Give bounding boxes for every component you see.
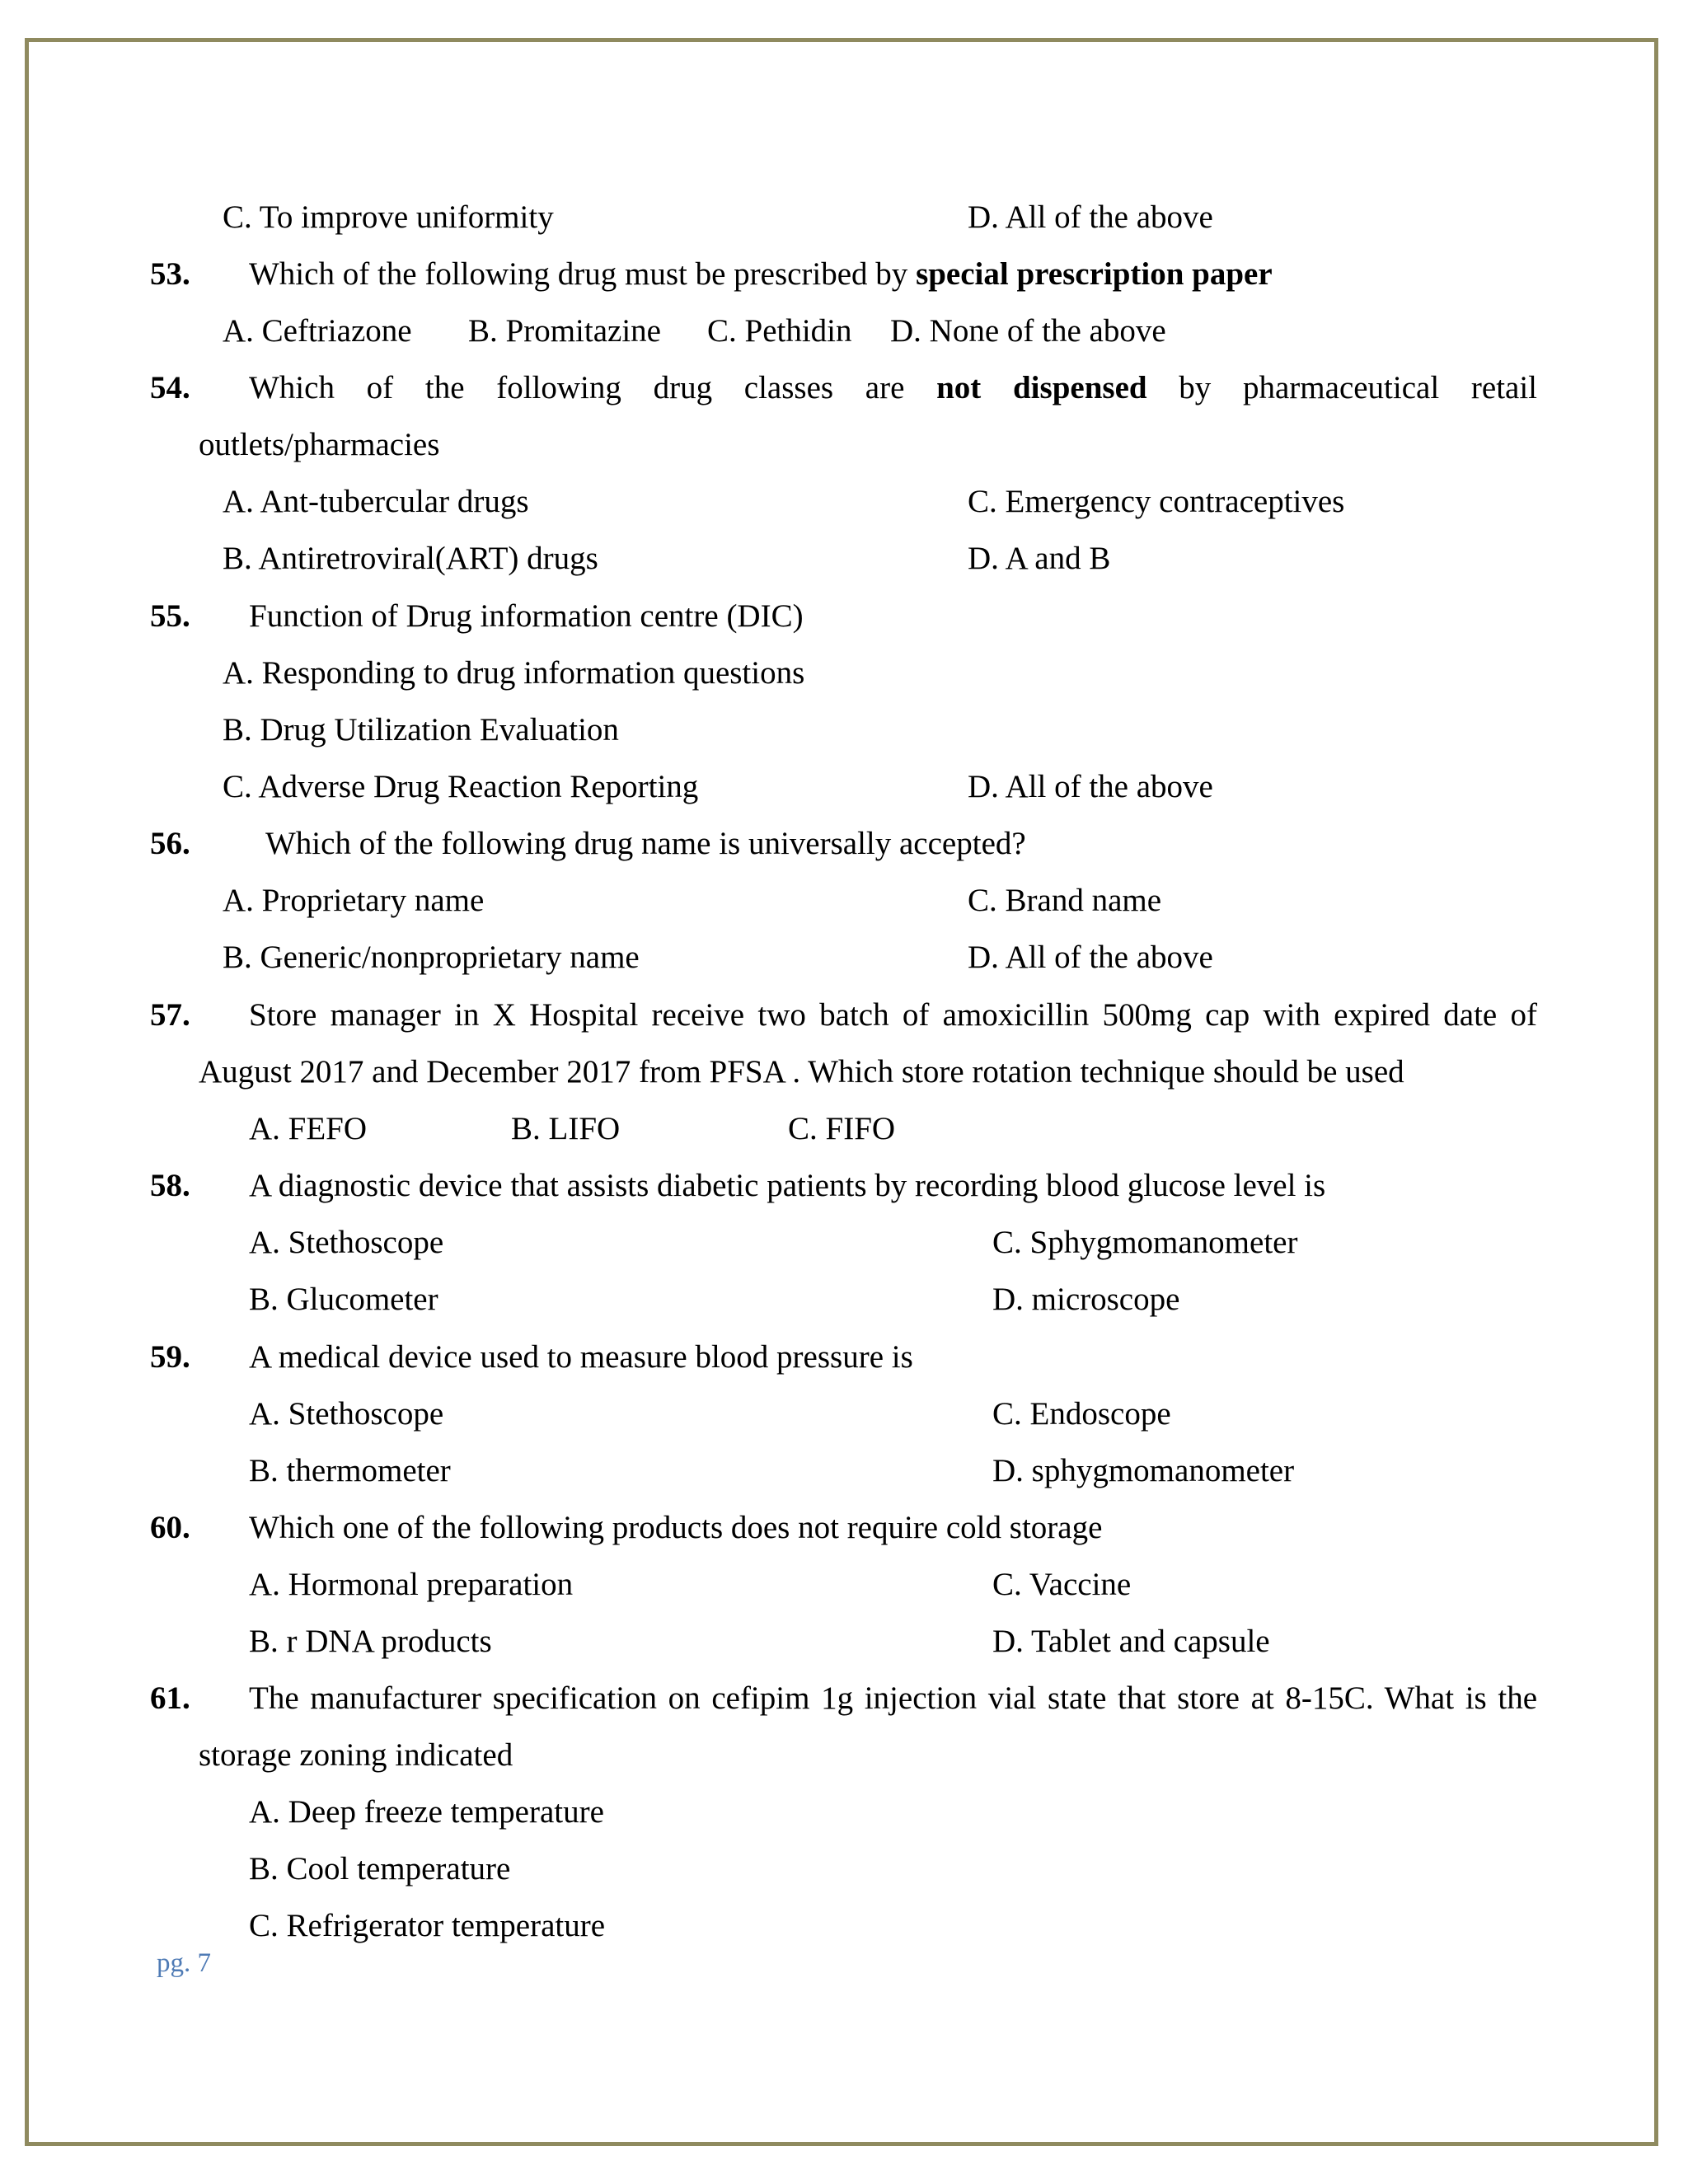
question-55-text: Function of Drug information centre (DIC) — [249, 598, 804, 634]
question-57-option-a: A. FEFO — [249, 1111, 368, 1146]
question-61-text-cont: storage zoning indicated — [199, 1737, 513, 1773]
question-57-option-c: C. FIFO — [788, 1111, 896, 1146]
question-55-option-b: B. Drug Utilization Evaluation — [223, 712, 619, 748]
question-54-option-c: C. Emergency contraceptives — [968, 484, 1345, 519]
question-57-text: Store manager in X Hospital receive two batch of amoxicillin 500mg cap with expired date of — [249, 997, 1537, 1033]
question-58-number: 58. — [150, 1168, 190, 1203]
question-58-option-d: D. microscope — [992, 1282, 1180, 1317]
question-60-option-a: A. Hormonal preparation — [249, 1567, 574, 1602]
option-prev-d: D. All of the above — [968, 199, 1213, 235]
question-61-option-a: A. Deep freeze temperature — [249, 1794, 604, 1830]
question-54-option-d: D. A and B — [968, 541, 1111, 576]
question-59-option-a: A. Stethoscope — [249, 1396, 444, 1432]
question-61-option-b: B. Cool temperature — [249, 1851, 511, 1886]
question-59-text: A medical device used to measure blood pressure is — [249, 1339, 913, 1375]
question-59-option-b: B. thermometer — [249, 1453, 451, 1488]
question-55-option-c: C. Adverse Drug Reaction Reporting — [223, 769, 699, 804]
question-53-number: 53. — [150, 256, 190, 292]
question-61-number: 61. — [150, 1680, 190, 1716]
question-53-option-d: D. None of the above — [890, 313, 1166, 349]
question-53-option-c: C. Pethidin — [707, 313, 852, 349]
question-55-option-d: D. All of the above — [968, 769, 1213, 804]
question-60-option-d: D. Tablet and capsule — [992, 1624, 1270, 1659]
option-prev-c: C. To improve uniformity — [223, 199, 554, 235]
question-58-option-a: A. Stethoscope — [249, 1225, 444, 1260]
question-61-option-c: C. Refrigerator temperature — [249, 1908, 606, 1943]
question-53-option-a: A. Ceftriazone — [223, 313, 412, 349]
question-61-text: The manufacturer specification on cefipim 1g injection vial state that store at 8-15C. What is the — [249, 1680, 1537, 1716]
question-60-option-c: C. Vaccine — [992, 1567, 1132, 1602]
question-55-option-a: A. Responding to drug information questions — [223, 655, 805, 691]
question-53-option-b: B. Promitazine — [468, 313, 661, 349]
question-58-text: A diagnostic device that assists diabetic patients by recording blood glucose level is — [249, 1168, 1326, 1203]
question-53-text: Which of the following drug must be prescribed by special prescription paper — [249, 256, 1273, 292]
question-59-number: 59. — [150, 1339, 190, 1375]
question-54-option-b: B. Antiretroviral(ART) drugs — [223, 541, 598, 576]
question-57-number: 57. — [150, 997, 190, 1033]
question-59-option-c: C. Endoscope — [992, 1396, 1171, 1432]
question-56-option-a: A. Proprietary name — [223, 883, 485, 918]
question-56-text: Which of the following drug name is universally accepted? — [265, 826, 1026, 861]
question-55-number: 55. — [150, 598, 190, 634]
page-number: pg. 7 — [157, 1948, 211, 1978]
question-58-option-c: C. Sphygmomanometer — [992, 1225, 1298, 1260]
question-60-number: 60. — [150, 1510, 190, 1545]
question-54-text-cont: outlets/pharmacies — [199, 427, 440, 462]
question-56-option-b: B. Generic/nonproprietary name — [223, 940, 640, 975]
question-56-number: 56. — [150, 826, 190, 861]
question-59-option-d: D. sphygmomanometer — [992, 1453, 1295, 1488]
question-60-option-b: B. r DNA products — [249, 1624, 492, 1659]
question-56-option-c: C. Brand name — [968, 883, 1162, 918]
question-54-number: 54. — [150, 370, 190, 405]
question-57-option-b: B. LIFO — [511, 1111, 621, 1146]
question-57-text-cont: August 2017 and December 2017 from PFSA . Which store rotation technique should be used — [199, 1054, 1404, 1090]
question-54-text: Which of the following drug classes are not dispensed by pharmaceutical retail — [249, 370, 1538, 405]
question-60-text: Which one of the following products does not require cold storage — [249, 1510, 1103, 1545]
question-56-option-d: D. All of the above — [968, 940, 1213, 975]
question-58-option-b: B. Glucometer — [249, 1282, 438, 1317]
question-54-option-a: A. Ant-tubercular drugs — [223, 484, 529, 519]
